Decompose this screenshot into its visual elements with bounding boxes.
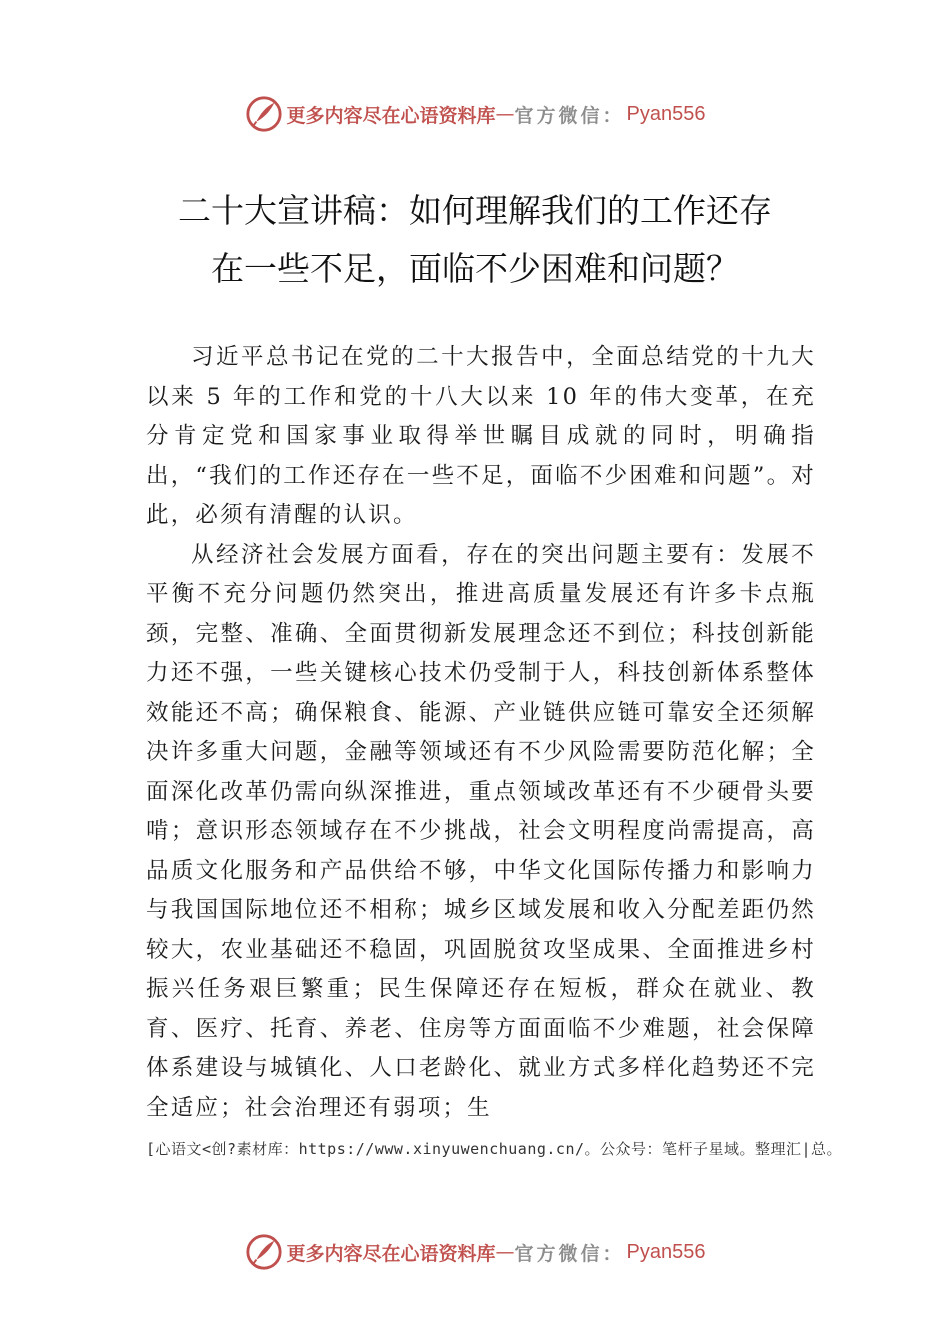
banner-brand-text: 更多内容尽在心语资料库 <box>286 1242 496 1265</box>
banner-dash: — <box>495 1241 515 1263</box>
source-note: [心语文<创?素材库：https://www.xinyuwenchuang.cn/。公众号：笔杆子星域。整理汇|总。 <box>146 1140 843 1158</box>
banner-wechat-label: 官方微信： <box>514 104 625 127</box>
banner-brand-text: 更多内容尽在心语资料库 <box>286 104 496 127</box>
quill-logo-icon <box>245 1233 283 1271</box>
banner-wechat-label: 官方微信： <box>514 1242 625 1265</box>
paragraph: 从经济社会发展方面看，存在的突出问题主要有：发展不平衡不充分问题仍然突出，推进高质量发展还有许多卡点瓶颈，完整、准确、全面贯彻新发展理念还不到位；科技创新能力还不强，一些关键核心技术仍受制于人，科技创新体系整体效能还不高；确保粮食、能源、产业链供应链可靠安全还须解决许多重大问题，金融等领域还有不少风险需要防范化解；全面深化改革仍需向纵深推进，重点领域改革还有不少硬骨头要啃；意识形态领域存在不少挑战，社会文明程度尚需提高，高品质文化服务和产品供给不够，中华文化国际传播力和影响力与我国国际地位还不相称；城乡区域发展和收入分配差距仍然较大，农业基础还不稳固，巩固脱贫攻坚成果、全面推进乡村振兴任务艰巨繁重；民生保障还存在短板，群众在就业、教育、医疗、托育、养老、住房等方面面临不少难题，社会保障体系建设与城镇化、人口老龄化、就业方式多样化趋势还不完全适应；社会治理还有弱项；生 <box>146 541 816 1121</box>
header-banner <box>0 94 950 134</box>
banner-dash: — <box>495 103 515 125</box>
paragraph: 习近平总书记在党的二十大报告中，全面总结党的十九大以来 5 年的工作和党的十八大以来 10 年的伟大变革，在充分肯定党和国家事业取得举世瞩目成就的同时，明确指出，“我们的工作还存在一些不足，面临不少困难和问题”。对此，必须有清醒的认识。 <box>146 344 816 528</box>
banner-wechat-id: Pyan556 <box>626 102 706 125</box>
quill-logo-icon <box>245 95 283 133</box>
title-line-1: 二十大宣讲稿：如何理解我们的工作还存 <box>178 191 772 230</box>
document-body <box>146 338 816 1128</box>
page-title <box>100 182 850 298</box>
banner-wechat-id: Pyan556 <box>626 1240 706 1263</box>
title-line-2: 在一些不足，面临不少困难和问题？ <box>211 249 739 288</box>
footer-banner <box>0 1232 950 1272</box>
